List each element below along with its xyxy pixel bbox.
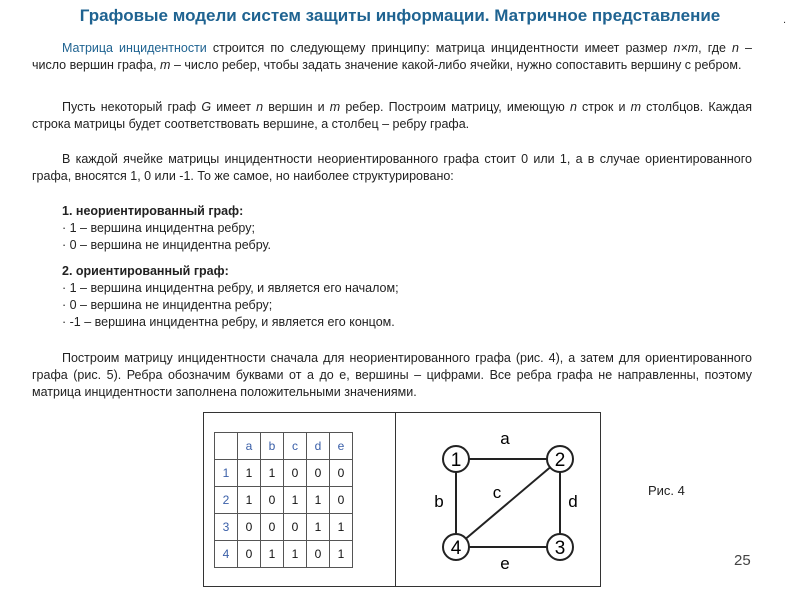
incidence-matrix-table: [214, 432, 353, 568]
column-header: d: [307, 433, 330, 460]
row-header: 2: [215, 487, 238, 514]
edge-label-d: d: [568, 492, 578, 511]
list-item: · 0 – вершина не инцидентна ребру.: [62, 238, 271, 252]
column-header: c: [284, 433, 307, 460]
list-item: · 1 – вершина инцидентна ребру, и является его началом;: [62, 281, 399, 295]
matrix-cell: 0: [238, 514, 261, 541]
table-row: [215, 487, 353, 514]
matrix-cell: 1: [330, 541, 353, 568]
corner-mark: .: [782, 14, 786, 26]
list-directed: [62, 263, 399, 331]
row-header: 1: [215, 460, 238, 487]
text: – число ребер, чтобы задать значение какой-либо ячейки, нужно сопоставить вершину с ребром.: [170, 58, 742, 72]
text: Пусть некоторый граф: [62, 100, 202, 114]
matrix-cell: 0: [238, 541, 261, 568]
text: , где: [698, 41, 733, 55]
row-header: 3: [215, 514, 238, 541]
edge-c: [456, 459, 560, 547]
graph-diagram: [404, 418, 594, 582]
vertex-label-3: 3: [554, 538, 566, 559]
text: строится по следующему принципу: матрица инцидентности имеет размер: [206, 41, 674, 55]
var-n: n: [256, 100, 264, 114]
column-header: e: [330, 433, 353, 460]
text: – число вершин графа,: [32, 41, 752, 72]
page-number: 25: [734, 552, 751, 569]
vertex-label-2: 2: [554, 450, 566, 471]
list-heading: 1. неориентированный граф:: [62, 204, 244, 218]
column-header: a: [238, 433, 261, 460]
matrix-cell: 0: [261, 514, 284, 541]
matrix-cell: 0: [307, 541, 330, 568]
var-n: n: [569, 100, 577, 114]
text: ребер. Построим матрицу, имеющую: [340, 100, 570, 114]
list-item: · 0 – вершина не инцидентна ребру;: [62, 298, 273, 312]
matrix-cell: 1: [261, 460, 284, 487]
column-header: b: [261, 433, 284, 460]
matrix-cell: 0: [284, 514, 307, 541]
table-corner-cell: [215, 433, 238, 460]
vertex-label-4: 4: [450, 538, 462, 559]
figure-divider: [395, 412, 396, 587]
matrix-cell: 1: [284, 541, 307, 568]
table-header-row: [215, 433, 353, 460]
matrix-cell: 0: [261, 487, 284, 514]
matrix-cell: 0: [284, 460, 307, 487]
table-row: [215, 460, 353, 487]
vertex-label-1: 1: [450, 450, 462, 471]
text: строк и: [576, 100, 631, 114]
var-m: m: [630, 100, 642, 114]
matrix-cell: 1: [238, 460, 261, 487]
list-item: · 1 – вершина инцидентна ребру;: [62, 221, 255, 235]
paragraph-construction: [32, 99, 752, 133]
matrix-cell: 1: [307, 487, 330, 514]
matrix-cell: 0: [330, 487, 353, 514]
text: вершин и: [263, 100, 330, 114]
edge-label-c: c: [492, 483, 502, 502]
var-m: m: [329, 100, 341, 114]
list-undirected: [62, 203, 271, 254]
page-title: Графовые модели систем защиты информации. Матричное представление: [79, 6, 721, 25]
var-g: G: [201, 100, 212, 114]
row-header: 4: [215, 541, 238, 568]
figure-caption: Рис. 4: [648, 483, 685, 498]
matrix-cell: 1: [307, 514, 330, 541]
matrix-cell: 0: [330, 460, 353, 487]
matrix-cell: 1: [238, 487, 261, 514]
paragraph-example: Построим матрицу инцидентности сначала для неориентированного графа (рис. 4), а затем для ориентированного графа (рис. 5). Ребра обозначим буквами от a до e, вершины – цифрами. Все ребра графа не направленны, поэтому матрица инцидентности заполнена положительными значениями.: [32, 351, 752, 399]
matrix-size: n×m: [673, 41, 699, 55]
text: столбцов. Каждая строка матрицы будет соответствовать вершине, а столбец – ребру графа.: [32, 100, 752, 131]
paragraph-values: В каждой ячейке матрицы инцидентности неориентированного графа стоит 0 или 1, а в случае ориентированного графа, вносятся 1, 0 или -1. То же самое, но наиболее структурировано:: [32, 152, 752, 183]
paragraph-definition: [32, 40, 752, 74]
term-incidence-matrix: Матрица инцидентности: [62, 41, 207, 55]
list-heading: 2. ориентированный граф:: [62, 264, 229, 278]
matrix-cell: 1: [284, 487, 307, 514]
var-n: n: [732, 41, 739, 55]
edge-label-e: e: [500, 554, 510, 573]
text: имеет: [211, 100, 257, 114]
edge-label-b: b: [434, 492, 444, 511]
matrix-cell: 0: [307, 460, 330, 487]
table-row: [215, 541, 353, 568]
var-m: m: [160, 58, 171, 72]
table-row: [215, 514, 353, 541]
matrix-cell: 1: [261, 541, 284, 568]
edge-label-a: a: [500, 429, 510, 448]
matrix-cell: 1: [330, 514, 353, 541]
list-item: · -1 – вершина инцидентна ребру, и является его концом.: [62, 315, 395, 329]
